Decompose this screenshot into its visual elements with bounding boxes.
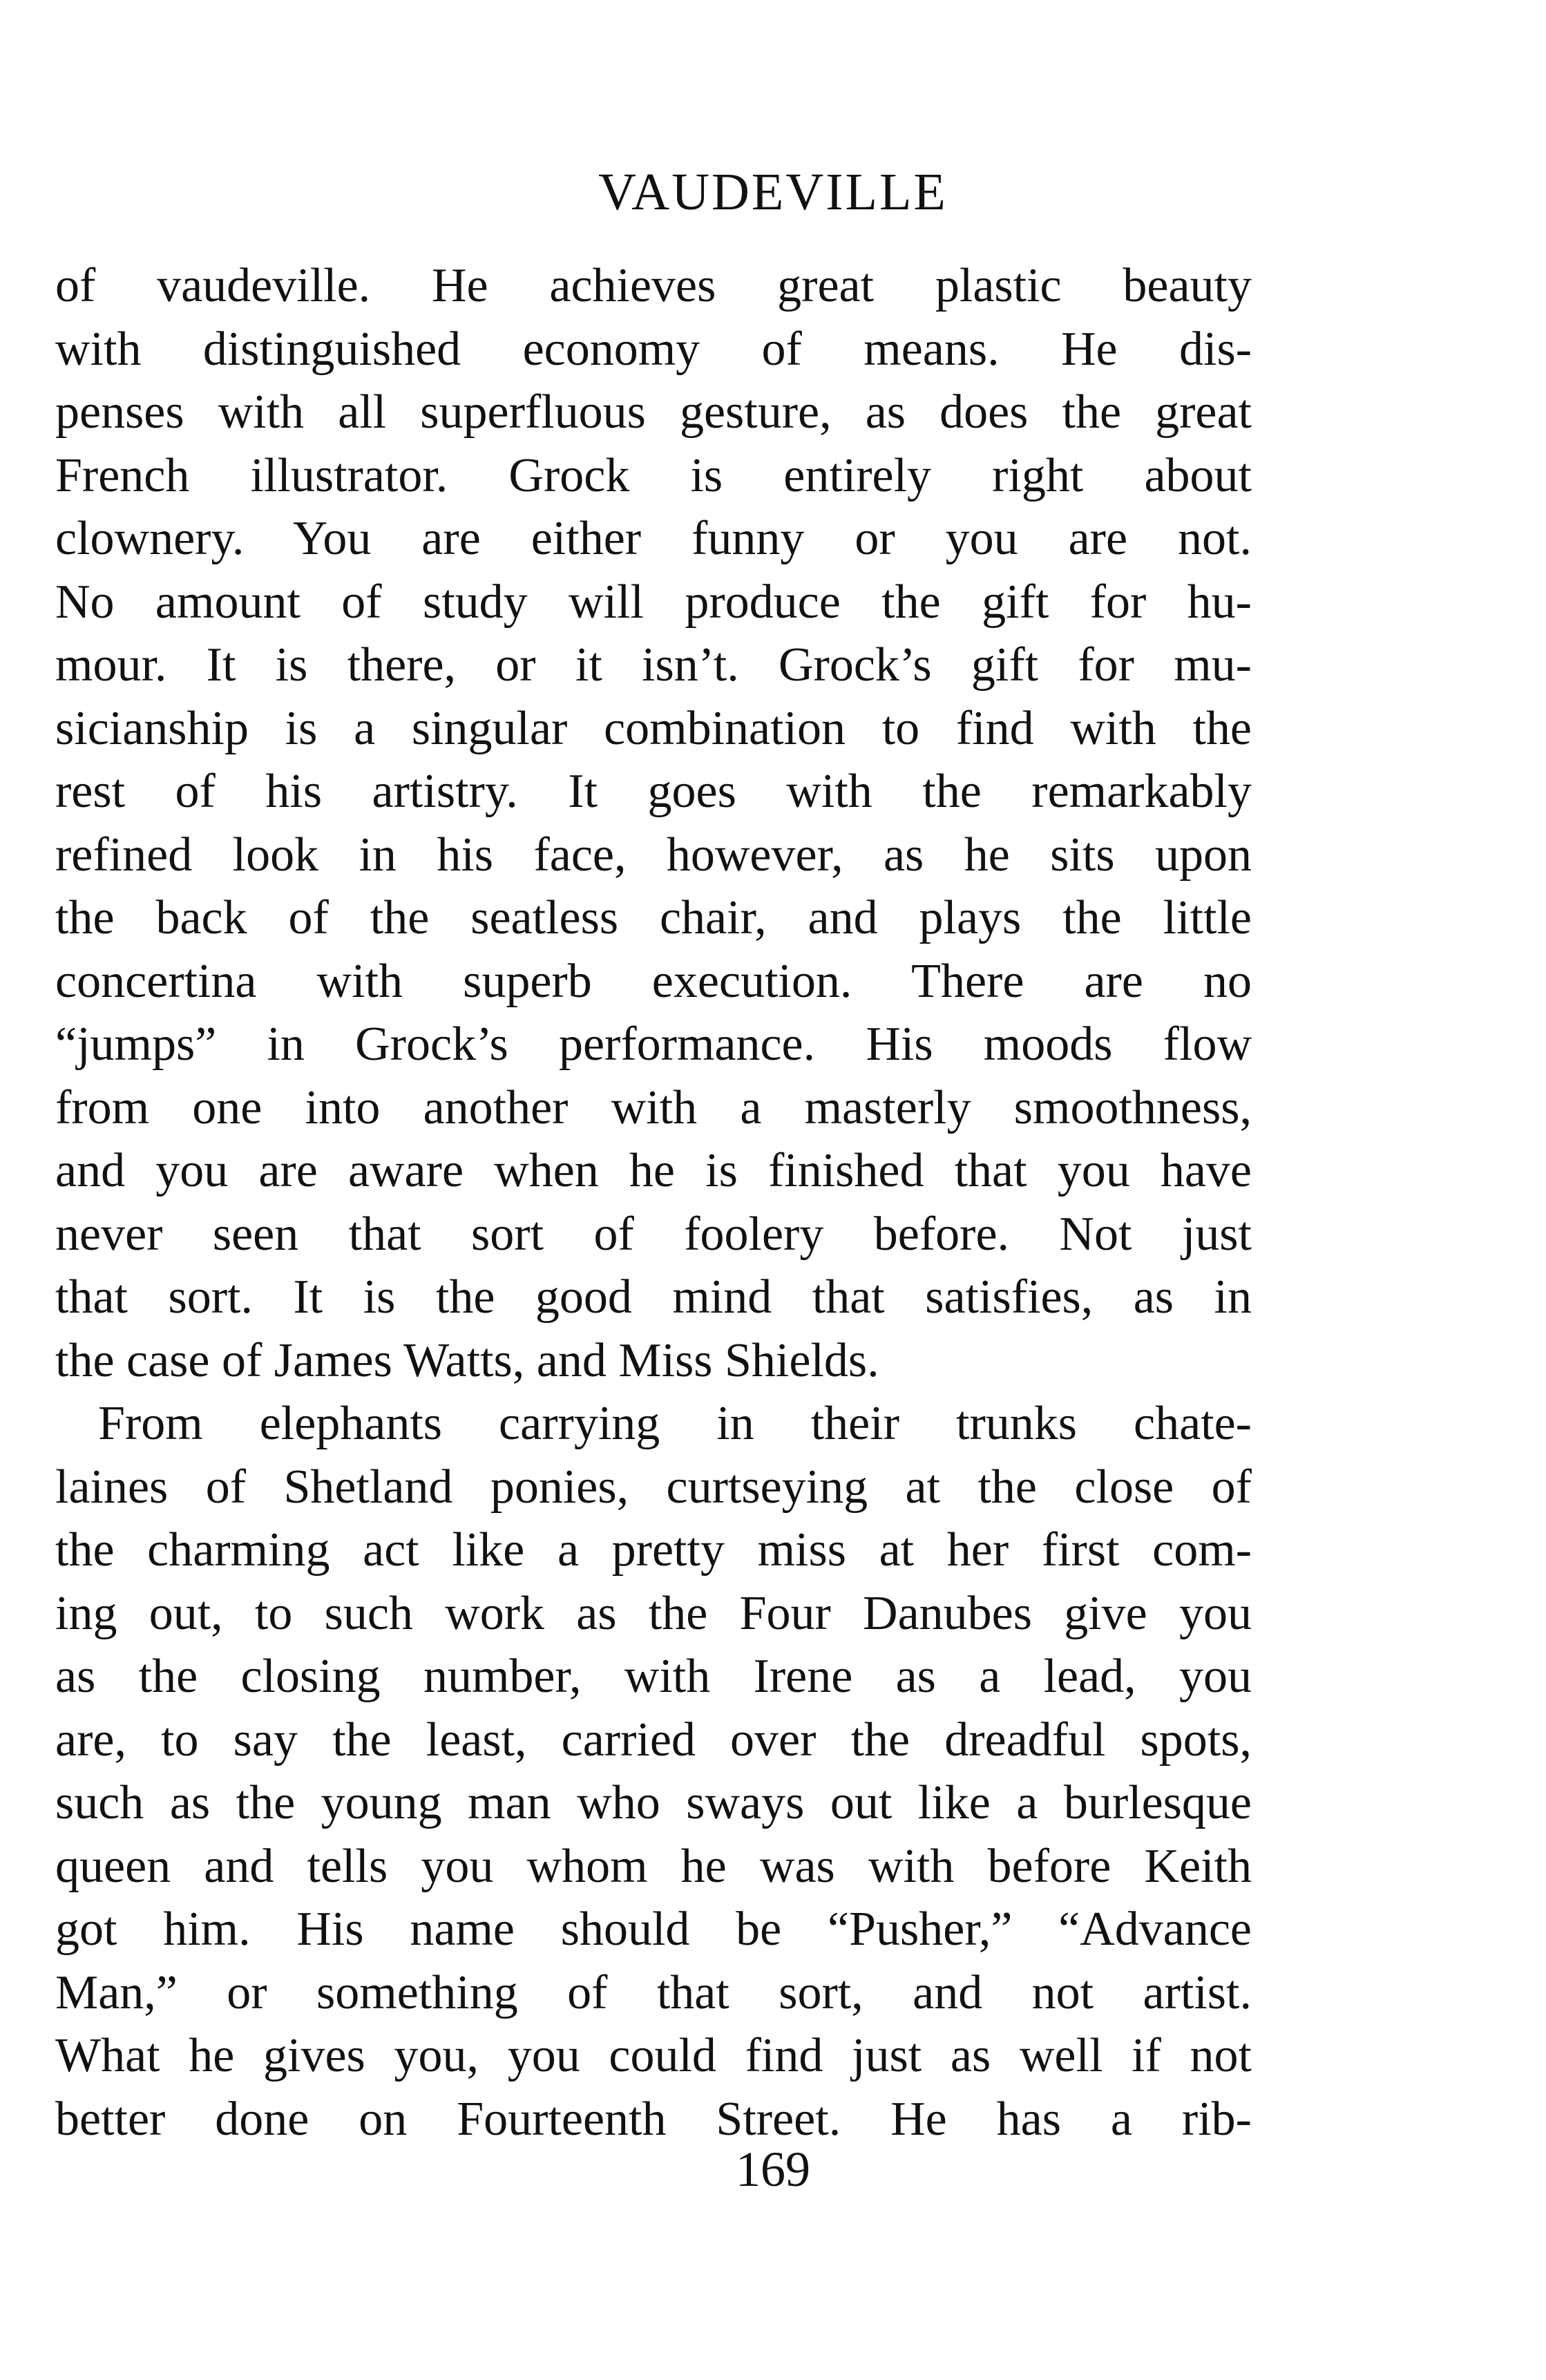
text-line: French illustrator. Grock is entirely right about bbox=[55, 448, 1252, 502]
running-head: VAUDEVILLE bbox=[598, 163, 948, 221]
text-line: the charming act like a pretty miss at her first com- bbox=[55, 1523, 1252, 1577]
text-line: concertina with superb execution. There are no bbox=[55, 954, 1252, 1008]
text-line: mour. It is there, or it isn’t. Grock’s gift for mu- bbox=[55, 638, 1252, 692]
text-line: From elephants carrying in their trunks chate- bbox=[98, 1397, 1252, 1450]
text-line: such as the young man who sways out like a burlesque bbox=[55, 1776, 1252, 1829]
text-line: rest of his artistry. It goes with the remarkably bbox=[55, 765, 1252, 818]
text-line: queen and tells you whom he was with before Keith bbox=[55, 1839, 1252, 1893]
text-line: as the closing number, with Irene as a lead, you bbox=[55, 1650, 1252, 1703]
body-text bbox=[55, 254, 1252, 2151]
text-line: and you are aware when he is finished that you have bbox=[55, 1144, 1252, 1197]
text-line: that sort. It is the good mind that satisfies, as in bbox=[55, 1270, 1252, 1324]
text-line: better done on Fourteenth Street. He has a rib- bbox=[55, 2092, 1252, 2146]
text-line: “jumps” in Grock’s performance. His moods flow bbox=[55, 1018, 1252, 1071]
page-number: 169 bbox=[736, 2142, 810, 2197]
text-line: ing out, to such work as the Four Danubes give you bbox=[55, 1586, 1252, 1640]
text-line: penses with all superfluous gesture, as does the great bbox=[55, 385, 1252, 439]
text-line: What he gives you, you could find just as well if not bbox=[55, 2029, 1252, 2082]
text-line: the case of James Watts, and Miss Shields. bbox=[55, 1333, 879, 1387]
text-line: are, to say the least, carried over the dreadful spots, bbox=[55, 1713, 1252, 1767]
text-line: the back of the seatless chair, and plays the little bbox=[55, 891, 1252, 944]
text-line: sicianship is a singular combination to find with the bbox=[55, 701, 1252, 755]
text-line: No amount of study will produce the gift for hu- bbox=[55, 575, 1252, 629]
text-line: Man,” or something of that sort, and not artist. bbox=[55, 1965, 1252, 2019]
text-line: never seen that sort of foolery before. Not just bbox=[55, 1207, 1252, 1261]
text-line: refined look in his face, however, as he sits upon bbox=[55, 828, 1252, 882]
text-line: with distinguished economy of means. He dis- bbox=[55, 322, 1252, 376]
text-line: clownery. You are either funny or you are not. bbox=[55, 512, 1252, 565]
text-line: laines of Shetland ponies, curtseying at the close of bbox=[55, 1460, 1252, 1514]
text-line: of vaudeville. He achieves great plastic beauty bbox=[55, 259, 1252, 312]
text-line: got him. His name should be “Pusher,” “Advance bbox=[55, 1903, 1252, 1956]
text-line: from one into another with a masterly smoothness, bbox=[55, 1080, 1252, 1134]
